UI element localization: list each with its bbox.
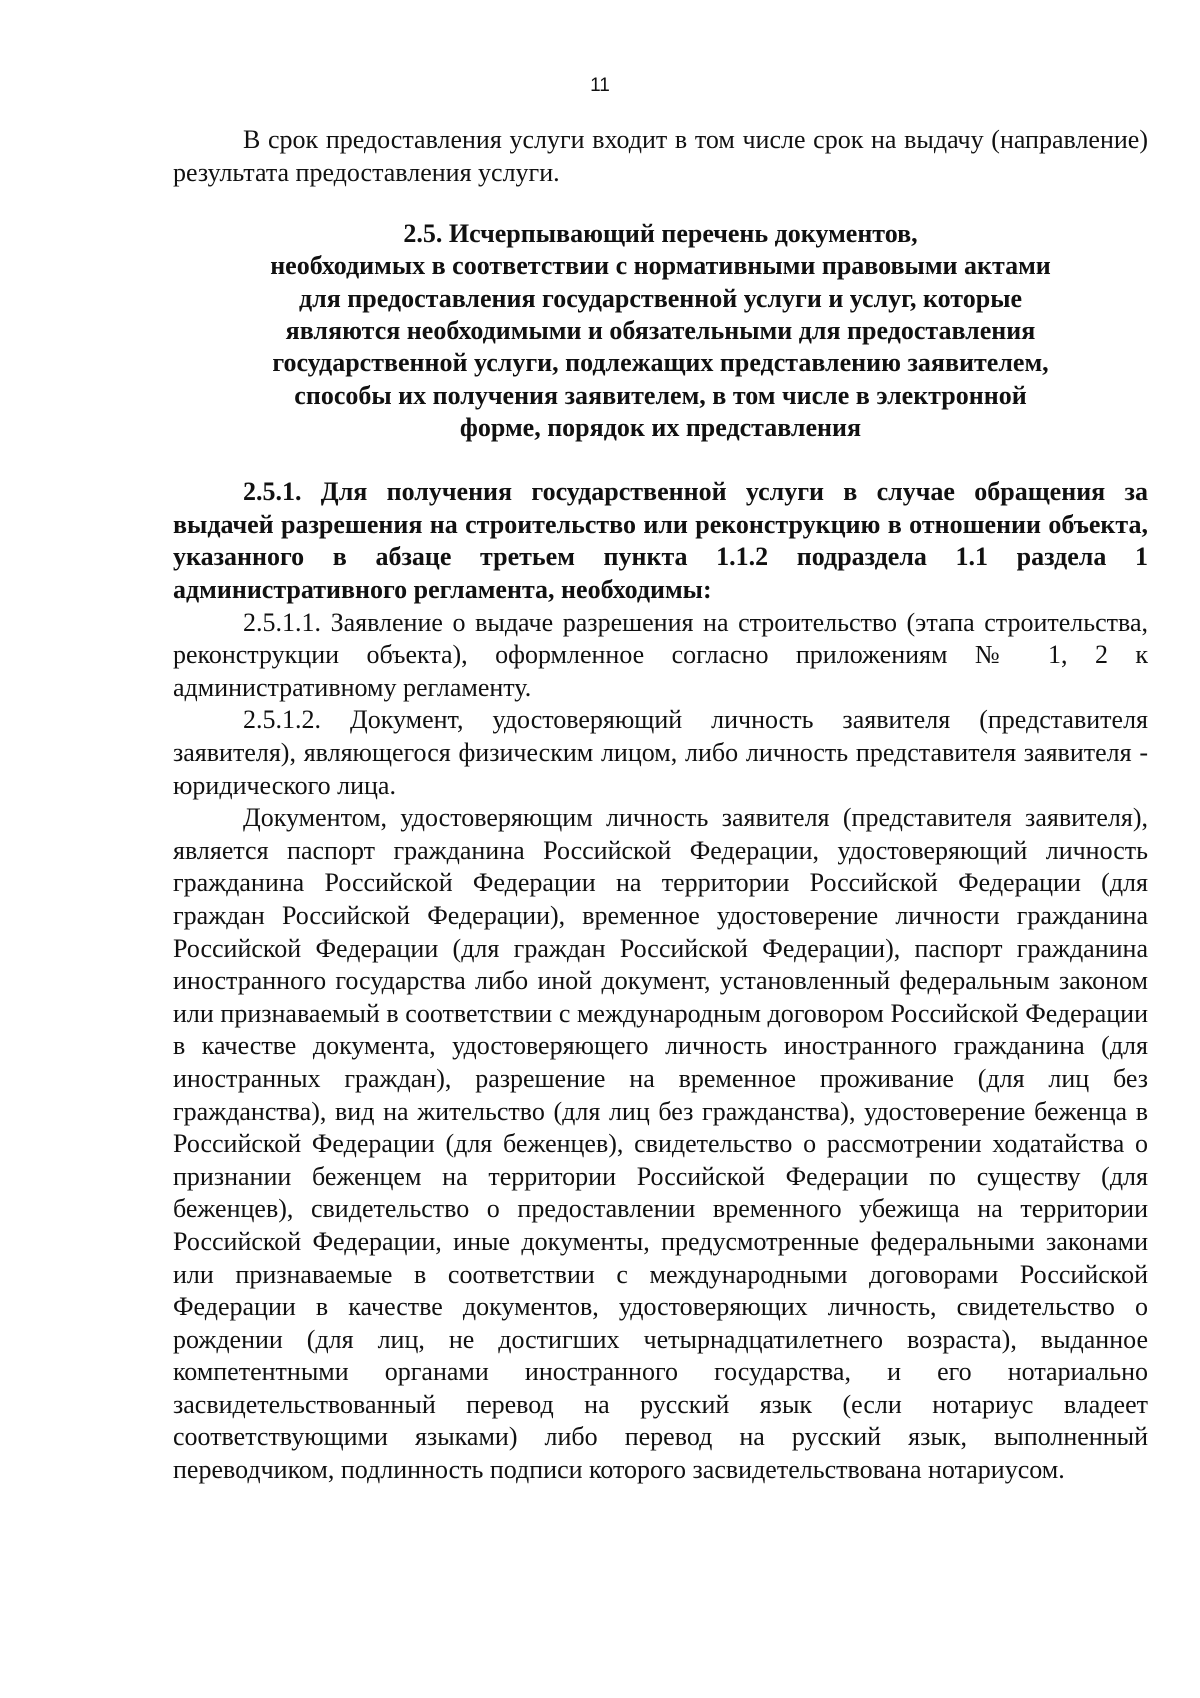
paragraph-application: 2.5.1.1. Заявление о выдаче разрешения на строительство (этапа строительства, реконструкции объекта), оформленное согласно приложениям № 1, 2 к административному регламенту. bbox=[173, 607, 1148, 702]
section-heading-line: необходимых в соответствии с нормативными правовыми актами bbox=[270, 251, 1051, 281]
intro-paragraph: В срок предоставления услуги входит в том числе срок на выдачу (направление) результата предоставления услуги. bbox=[173, 125, 1148, 187]
subsection-heading: 2.5.1. Для получения государственной услуги в случае обращения за выдачей разрешения на строительство или реконструкцию в отношении объекта, указанного в абзаце третьем пункта 1.1.2 подраздела 1.1 раздела 1 административного регламента, необходимы: bbox=[173, 477, 1148, 605]
section-heading-line: являются необходимыми и обязательными для предоставления bbox=[285, 316, 1036, 346]
section-heading-line: форме, порядок их представления bbox=[459, 412, 862, 442]
page-number: 11 bbox=[590, 75, 610, 96]
section-heading-line: государственной услуги, подлежащих представлению заявителем, bbox=[272, 348, 1049, 378]
paragraph-identity-document-list: Документом, удостоверяющим личность заявителя (представителя заявителя), является паспорт гражданина Российской Федерации, удостоверяющий личность гражданина Российской Федерации на территории Российской Федерации (для граждан Российской Федерации), временное удостоверение личности гражданина Российской Федерации (для граждан Российской Федерации), паспорт гражданина иностранного государства либо иной документ, установленный федеральным законом или признаваемый в соответствии с международным договором Российской Федерации в качестве документа, удостоверяющего личность иностранного гражданина (для иностранных граждан), разрешение на временное проживание (для лиц без гражданства), вид на жительство (для лиц без гражданства), удостоверение беженца в Российской Федерации (для беженцев), свидетельство о рассмотрении ходатайства о признании беженцем на территории Российской Федерации по существу (для беженцев), свидетельство о предоставлении временного убежища на территории Российской Федерации, иные документы, предусмотренные федеральными законами или признаваемые в соответствии с международными договорами Российской Федерации в качестве документов, удостоверяющих личность, свидетельство о рождении (для лиц, не достигших четырнадцатилетнего возраста), выданное компетентными органами иностранного государства, и его нотариально засвидетельствованный перевод на русский язык (если нотариус владеет соответствующими языками) либо перевод на русский язык, выполненный переводчиком, подлинность подписи которого засвидетельствована нотариусом. bbox=[173, 803, 1148, 1485]
page-content bbox=[173, 124, 1148, 1487]
paragraph-identity-document: 2.5.1.2. Документ, удостоверяющий личность заявителя (представителя заявителя), являющегося физическим лицом, либо личность представителя заявителя - юридического лица. bbox=[173, 705, 1148, 800]
section-heading-line: для предоставления государственной услуги и услуг, которые bbox=[298, 283, 1023, 313]
section-heading bbox=[173, 218, 1148, 444]
section-heading-line: способы их получения заявителем, в том числе в электронной bbox=[294, 380, 1027, 410]
section-heading-line: 2.5. Исчерпывающий перечень документов, bbox=[403, 219, 918, 249]
